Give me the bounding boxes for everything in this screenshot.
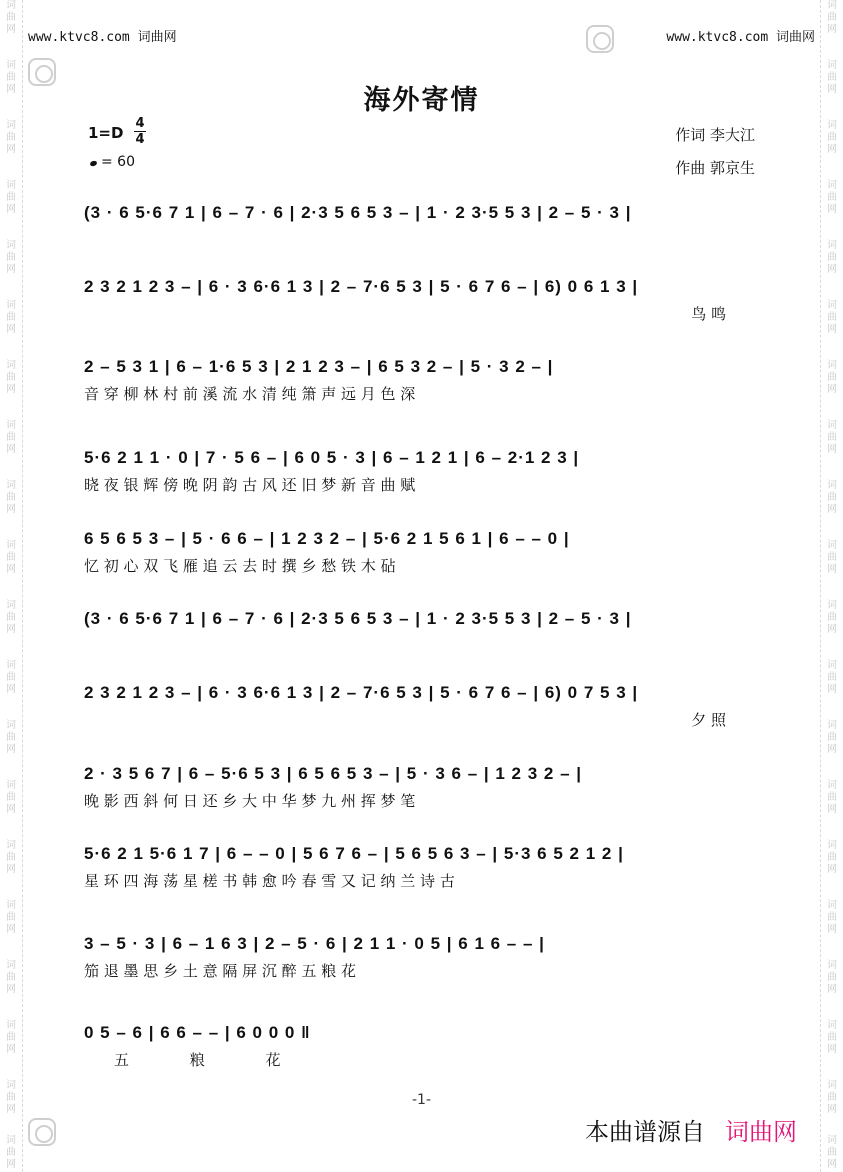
side-watermark: 词 曲 网 [6, 180, 16, 215]
score-row [84, 443, 756, 497]
side-watermark: 词 曲 网 [827, 1080, 837, 1115]
side-watermark: 词 曲 网 [827, 1135, 837, 1170]
lyrics-line: 晚 影 西 斜 何 日 还 乡 大 中 华 梦 九 州 挥 梦 笔 [84, 792, 416, 810]
side-watermark: 词 曲 网 [6, 660, 16, 695]
notation-line: 3 – 5 · 3 | 6 – 1 6 3 | 2 – 5 · 6 | 2 1 1 · 0 5 | 6 1 6 – – | [84, 934, 545, 953]
time-signature [134, 116, 146, 147]
score-row [84, 759, 756, 813]
lyrics-line: 晓 夜 银 辉 傍 晚 阴 韵 古 风 还 旧 梦 新 音 曲 赋 [84, 476, 416, 494]
side-watermark: 词 曲 网 [6, 600, 16, 635]
notation-line: (3 · 6 5·6 7 1 | 6 – 7 · 6 | 2·3 5 6 5 3 – | 1 · 2 3·5 5 3 | 2 – 5 · 3 | [84, 609, 632, 628]
side-watermark: 词 曲 网 [6, 0, 16, 35]
score-row [84, 198, 756, 252]
side-watermark: 词 曲 网 [6, 900, 16, 935]
lyrics-line [84, 634, 756, 658]
lyrics-line: 忆 初 心 双 飞 雁 追 云 去 时 撰 乡 愁 铁 木 砧 [84, 557, 396, 575]
side-watermark: 词 曲 网 [6, 840, 16, 875]
score-row [84, 678, 756, 732]
notation-line: 2 3 2 1 2 3 – | 6 · 3 6·6 1 3 | 2 – 7·6 5 3 | 5 · 6 7 6 – | 6) 0 6 1 3 | [84, 277, 639, 296]
left-margin-strip [0, 0, 23, 1172]
quarter-note-icon [89, 160, 97, 167]
score-row [84, 352, 756, 406]
tempo-value: = 60 [101, 154, 135, 170]
right-margin-strip [820, 0, 843, 1172]
side-watermark: 词 曲 网 [6, 120, 16, 155]
side-watermark: 词 曲 网 [827, 240, 837, 275]
side-watermark: 词 曲 网 [827, 840, 837, 875]
lyricist-credit: 作词 李大江 [675, 126, 755, 144]
side-watermark: 词 曲 网 [6, 300, 16, 335]
side-watermark: 词 曲 网 [6, 60, 16, 95]
key-signature: 1=D [88, 124, 124, 142]
side-watermark: 词 曲 网 [827, 360, 837, 395]
side-watermark: 词 曲 网 [827, 300, 837, 335]
side-watermark: 词 曲 网 [6, 360, 16, 395]
source-credit [585, 1112, 797, 1147]
notation-line: (3 · 6 5·6 7 1 | 6 – 7 · 6 | 2·3 5 6 5 3 – | 1 · 2 3·5 5 3 | 2 – 5 · 3 | [84, 203, 632, 222]
side-watermark: 词 曲 网 [827, 0, 837, 35]
lyrics-line: 笳 退 墨 思 乡 土 意 隔 屏 沉 醉 五 粮 花 [84, 962, 356, 980]
side-watermark: 词 曲 网 [827, 120, 837, 155]
notation-line: 0 5 – 6 | 6 6 – – | 6 0 0 0 ‖ [84, 1023, 311, 1042]
side-watermark: 词 曲 网 [827, 660, 837, 695]
side-watermark: 词 曲 网 [827, 1020, 837, 1055]
notation-line: 6 5 6 5 3 – | 5 · 6 6 – | 1 2 3 2 – | 5·6 2 1 5 6 1 | 6 – – 0 | [84, 529, 570, 548]
side-watermark: 词 曲 网 [827, 780, 837, 815]
side-watermark: 词 曲 网 [6, 240, 16, 275]
score-row [84, 1018, 756, 1072]
notation-line: 2 · 3 5 6 7 | 6 – 5·6 5 3 | 6 5 6 5 3 – | 5 · 3 6 – | 1 2 3 2 – | [84, 764, 583, 783]
lyrics-line [84, 228, 756, 252]
composer-credit: 作曲 郭京生 [675, 159, 755, 177]
lyrics-line: 音 穿 柳 林 村 前 溪 流 水 清 纯 箫 声 远 月 色 深 [84, 385, 416, 403]
lyrics-line: 星 环 四 海 荡 星 槎 书 韩 愈 吟 春 雪 又 记 纳 兰 诗 古 [84, 872, 455, 890]
lyrics-line: 五 粮 花 [114, 1051, 309, 1069]
side-watermark: 词 曲 网 [6, 720, 16, 755]
time-signature-bottom: 4 [135, 132, 145, 147]
score-row [84, 929, 756, 983]
page-number: -1- [411, 1092, 431, 1108]
side-watermark: 词 曲 网 [827, 600, 837, 635]
tempo-marking [90, 154, 135, 170]
score-row [84, 604, 756, 658]
side-watermark: 词 曲 网 [827, 960, 837, 995]
lyrics-line: 夕 照 [691, 711, 726, 729]
score-row [84, 524, 756, 578]
side-watermark: 词 曲 网 [6, 420, 16, 455]
source-site-link[interactable]: 词曲网 [725, 1118, 797, 1146]
side-watermark: 词 曲 网 [827, 420, 837, 455]
side-watermark: 词 曲 网 [827, 540, 837, 575]
header-left-url: www.ktvc8.com 词曲网 [28, 30, 177, 45]
score-row [84, 839, 756, 893]
side-watermark: 词 曲 网 [827, 60, 837, 95]
lyrics-line: 鸟 鸣 [691, 305, 726, 323]
side-watermark: 词 曲 网 [6, 540, 16, 575]
song-title: 海外寄情 [363, 85, 480, 116]
score-row [84, 272, 756, 326]
side-watermark: 词 曲 网 [827, 720, 837, 755]
side-watermark: 词 曲 网 [6, 1080, 16, 1115]
source-prefix: 本曲谱源自 [585, 1118, 705, 1146]
notation-line: 2 3 2 1 2 3 – | 6 · 3 6·6 1 3 | 2 – 7·6 5 3 | 5 · 6 7 6 – | 6) 0 7 5 3 | [84, 683, 639, 702]
side-watermark: 词 曲 网 [827, 480, 837, 515]
side-watermark: 词 曲 网 [827, 900, 837, 935]
site-logo-icon [28, 1118, 56, 1146]
side-watermark: 词 曲 网 [827, 180, 837, 215]
side-watermark: 词 曲 网 [6, 1020, 16, 1055]
side-watermark: 词 曲 网 [6, 1135, 16, 1170]
side-watermark: 词 曲 网 [6, 780, 16, 815]
notation-line: 2 – 5 3 1 | 6 – 1·6 5 3 | 2 1 2 3 – | 6 5 3 2 – | 5 · 3 2 – | [84, 357, 554, 376]
time-signature-top: 4 [135, 116, 145, 131]
side-watermark: 词 曲 网 [6, 480, 16, 515]
side-watermark: 词 曲 网 [6, 960, 16, 995]
site-logo-icon [586, 25, 614, 53]
notation-line: 5·6 2 1 5·6 1 7 | 6 – – 0 | 5 6 7 6 – | 5 6 5 6 3 – | 5·3 6 5 2 1 2 | [84, 844, 624, 863]
notation-line: 5·6 2 1 1 · 0 | 7 · 5 6 – | 6 0 5 · 3 | 6 – 1 2 1 | 6 – 2·1 2 3 | [84, 448, 580, 467]
header-right-url: www.ktvc8.com 词曲网 [666, 30, 815, 45]
